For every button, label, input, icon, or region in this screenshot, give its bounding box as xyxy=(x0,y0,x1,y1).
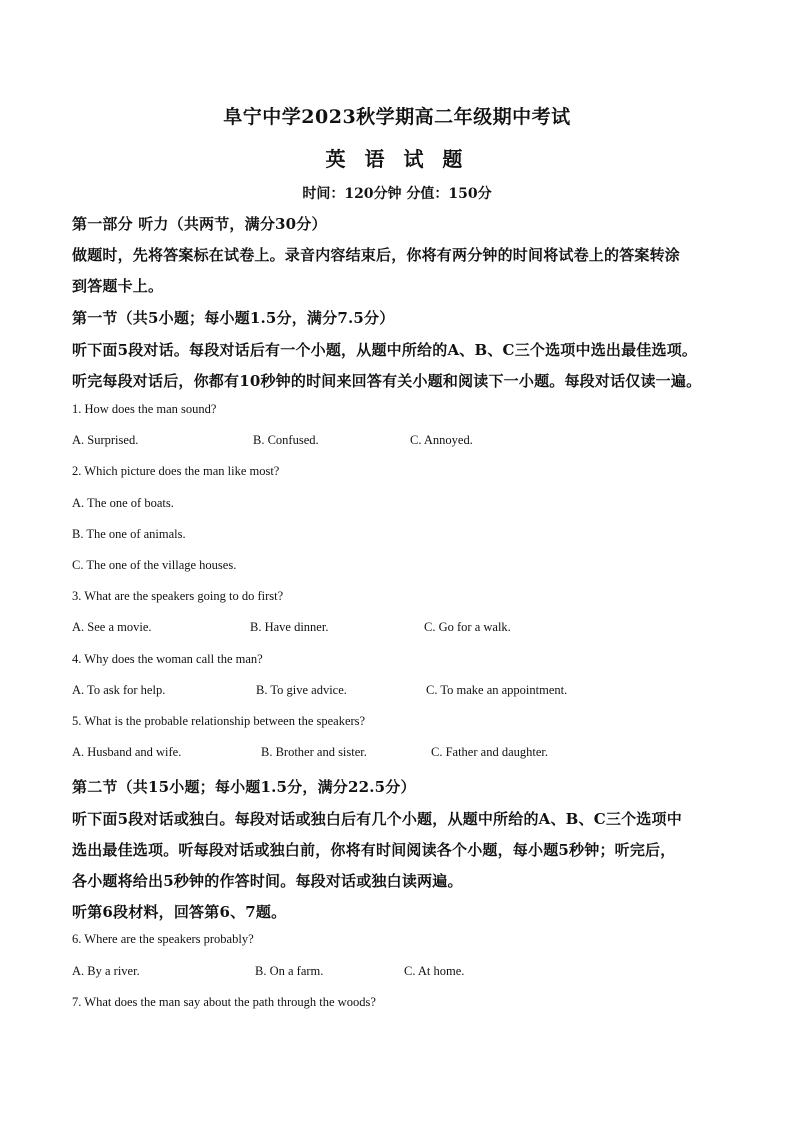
question-3-option-c: C. Go for a walk. xyxy=(424,620,511,634)
part1-heading: 第一部分 听力（共两节，满分30分） xyxy=(72,215,327,233)
question-5-option-b: B. Brother and sister. xyxy=(261,745,367,759)
question-3-option-a: A. See a movie. xyxy=(72,620,152,634)
question-5-option-c: C. Father and daughter. xyxy=(431,745,548,759)
question-6-stem: 6. Where are the speakers probably? xyxy=(72,932,254,946)
section2-instruction-line2: 选出最佳选项。听每段对话或独白前，你将有时间阅读各个小题，每小题5秒钟；听完后， xyxy=(72,841,676,859)
question-4-stem: 4. Why does the woman call the man? xyxy=(72,652,263,666)
question-3-option-b: B. Have dinner. xyxy=(250,620,329,634)
question-5-option-a: A. Husband and wife. xyxy=(72,745,182,759)
question-2-option-a: A. The one of boats. xyxy=(72,496,174,510)
section1-heading: 第一节（共5小题；每小题1.5分，满分7.5分） xyxy=(72,309,395,327)
section2-instruction-line1: 听下面5段对话或独白。每段对话或独白后有几个小题，从题中所给的A、B、C三个选项中 xyxy=(72,810,682,828)
question-6-option-b: B. On a farm. xyxy=(255,964,324,978)
section2-heading: 第二节（共15小题；每小题1.5分，满分22.5分） xyxy=(72,778,416,796)
time-score-line: 时间：120分钟 分值：150分 xyxy=(302,186,492,202)
part1-intro-line1: 做题时，先将答案标在试卷上。录音内容结束后，你将有两分钟的时间将试卷上的答案转涂 xyxy=(72,246,681,264)
section1-instruction-line2: 听完每段对话后，你都有10秒钟的时间来回答有关小题和阅读下一小题。每段对话仅读一遍。 xyxy=(72,372,702,390)
section2-instruction-line3: 各小题将给出5秒钟的作答时间。每段对话或独白读两遍。 xyxy=(72,872,463,890)
question-2-stem: 2. Which picture does the man like most? xyxy=(72,464,280,478)
question-3-stem: 3. What are the speakers going to do first? xyxy=(72,589,284,603)
question-2-option-b: B. The one of animals. xyxy=(72,527,186,541)
part1-intro-line2: 到答题卡上。 xyxy=(72,277,164,295)
question-4-option-c: C. To make an appointment. xyxy=(426,683,568,697)
question-1-option-c: C. Annoyed. xyxy=(410,433,473,447)
question-7-stem: 7. What does the man say about the path through the woods? xyxy=(72,995,376,1009)
question-1-option-a: A. Surprised. xyxy=(72,433,139,447)
question-6-option-c: C. At home. xyxy=(404,964,465,978)
exam-title: 阜宁中学2023秋学期高二年级期中考试 xyxy=(223,106,571,128)
question-4-option-b: B. To give advice. xyxy=(256,683,347,697)
question-5-stem: 5. What is the probable relationship between the speakers? xyxy=(72,714,366,728)
question-4-option-a: A. To ask for help. xyxy=(72,683,166,697)
question-1-option-b: B. Confused. xyxy=(253,433,319,447)
question-2-option-c: C. The one of the village houses. xyxy=(72,558,237,572)
question-1-stem: 1. How does the man sound? xyxy=(72,402,217,416)
question-6-option-a: A. By a river. xyxy=(72,964,140,978)
section1-instruction-line1: 听下面5段对话。每段对话后有一个小题，从题中所给的A、B、C三个选项中选出最佳选项。 xyxy=(72,341,698,359)
material-6-heading: 听第6段材料，回答第6、7题。 xyxy=(72,903,287,921)
exam-subtitle: 英 语 试 题 xyxy=(325,147,469,171)
